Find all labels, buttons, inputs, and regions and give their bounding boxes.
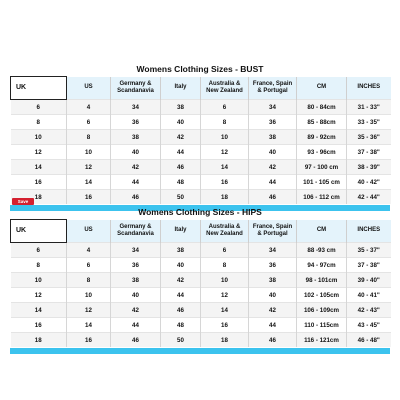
table-cell: 40 - 41"	[347, 288, 391, 303]
table-row	[11, 100, 391, 115]
table-cell: 44	[161, 145, 201, 160]
table-cell: 36	[111, 258, 161, 273]
column-header-inches: INCHES	[347, 220, 391, 243]
table-cell: 8	[67, 273, 111, 288]
table-row	[11, 190, 391, 205]
table-cell: 42	[249, 303, 297, 318]
table-cell: 4	[67, 100, 111, 115]
table-cell: 46	[161, 303, 201, 318]
table-cell: 6	[201, 243, 249, 258]
hips-size-table	[10, 219, 391, 347]
table-cell: 18	[201, 333, 249, 348]
table-cell: 38	[249, 273, 297, 288]
table-cell: 89 - 92cm	[297, 130, 347, 145]
table-cell: 40	[249, 288, 297, 303]
table-row	[11, 303, 391, 318]
hips-table-body	[11, 243, 391, 348]
table-cell: 6	[11, 100, 67, 115]
table-cell: 18	[201, 190, 249, 205]
table-cell: 38	[249, 130, 297, 145]
table-cell: 106 - 109cm	[297, 303, 347, 318]
table-cell: 42	[161, 273, 201, 288]
table-cell: 116 - 121cm	[297, 333, 347, 348]
table-cell: 16	[201, 318, 249, 333]
table-cell: 46	[249, 190, 297, 205]
table-cell: 42 - 43"	[347, 303, 391, 318]
table-cell: 4	[67, 243, 111, 258]
table-cell: 50	[161, 190, 201, 205]
hips-table-accent-strip	[10, 348, 390, 354]
table-cell: 8	[11, 258, 67, 273]
table-cell: 14	[67, 318, 111, 333]
table-cell: 38	[161, 243, 201, 258]
table-cell: 6	[67, 115, 111, 130]
table-row	[11, 273, 391, 288]
column-header-france-spain-portugal: France, Spain & Portugal	[249, 77, 297, 100]
table-cell: 18	[11, 333, 67, 348]
table-cell: 14	[201, 160, 249, 175]
table-cell: 35 - 36"	[347, 130, 391, 145]
table-cell: 39 - 40"	[347, 273, 391, 288]
table-cell: 44	[249, 318, 297, 333]
table-cell: 46	[161, 160, 201, 175]
table-cell: 42	[111, 303, 161, 318]
table-cell: 48	[161, 318, 201, 333]
table-cell: 18	[11, 190, 67, 205]
table-cell: 35 - 37"	[347, 243, 391, 258]
table-cell: 40	[111, 145, 161, 160]
table-cell: 44	[111, 175, 161, 190]
table-cell: 34	[249, 243, 297, 258]
table-cell: 34	[111, 100, 161, 115]
table-cell: 40	[161, 258, 201, 273]
table-cell: 102 - 105cm	[297, 288, 347, 303]
table-cell: 36	[249, 115, 297, 130]
table-cell: 10	[201, 273, 249, 288]
table-cell: 80 - 84cm	[297, 100, 347, 115]
hips-size-chart	[10, 205, 390, 354]
column-header-france-spain-portugal: France, Spain & Portugal	[249, 220, 297, 243]
table-cell: 44	[111, 318, 161, 333]
table-cell: 93 - 96cm	[297, 145, 347, 160]
table-cell: 16	[11, 175, 67, 190]
table-cell: 37 - 38"	[347, 258, 391, 273]
table-cell: 34	[111, 243, 161, 258]
table-cell: 14	[11, 303, 67, 318]
bust-size-table	[10, 76, 391, 204]
table-row	[11, 145, 391, 160]
table-cell: 31 - 33"	[347, 100, 391, 115]
table-cell: 12	[67, 160, 111, 175]
save-button[interactable]: Save	[12, 198, 34, 205]
table-cell: 6	[11, 243, 67, 258]
table-cell: 16	[11, 318, 67, 333]
table-cell: 8	[11, 115, 67, 130]
table-cell: 12	[201, 145, 249, 160]
hips-chart-title: Womens Clothing Sizes - HIPS	[138, 207, 262, 217]
table-cell: 46	[111, 190, 161, 205]
hips-header-row	[11, 220, 391, 243]
table-cell: 48	[161, 175, 201, 190]
table-cell: 43 - 45"	[347, 318, 391, 333]
table-cell: 85 - 88cm	[297, 115, 347, 130]
table-row	[11, 333, 391, 348]
table-cell: 8	[67, 130, 111, 145]
table-cell: 10	[67, 145, 111, 160]
table-cell: 97 - 100 cm	[297, 160, 347, 175]
table-cell: 37 - 38"	[347, 145, 391, 160]
table-cell: 6	[67, 258, 111, 273]
table-cell: 40	[249, 145, 297, 160]
bust-chart-title: Womens Clothing Sizes - BUST	[136, 64, 264, 74]
table-row	[11, 243, 391, 258]
table-cell: 42 - 44"	[347, 190, 391, 205]
column-header-australia-nz: Australia & New Zealand	[201, 220, 249, 243]
table-cell: 40 - 42"	[347, 175, 391, 190]
table-row	[11, 160, 391, 175]
table-cell: 106 - 112 cm	[297, 190, 347, 205]
table-cell: 38	[111, 130, 161, 145]
column-header-germany-scandanavia: Germany & Scandanavia	[111, 77, 161, 100]
column-header-uk: UK	[11, 77, 67, 100]
table-cell: 33 - 35"	[347, 115, 391, 130]
table-cell: 10	[67, 288, 111, 303]
table-cell: 94 - 97cm	[297, 258, 347, 273]
table-cell: 40	[161, 115, 201, 130]
table-cell: 42	[161, 130, 201, 145]
table-cell: 88 -93 cm	[297, 243, 347, 258]
table-cell: 110 - 115cm	[297, 318, 347, 333]
table-cell: 44	[161, 288, 201, 303]
table-row	[11, 175, 391, 190]
table-cell: 12	[67, 303, 111, 318]
table-cell: 46	[249, 333, 297, 348]
column-header-italy: Italy	[161, 77, 201, 100]
table-cell: 6	[201, 100, 249, 115]
table-cell: 10	[11, 273, 67, 288]
table-cell: 38	[111, 273, 161, 288]
table-cell: 50	[161, 333, 201, 348]
table-cell: 42	[249, 160, 297, 175]
table-cell: 16	[67, 190, 111, 205]
column-header-italy: Italy	[161, 220, 201, 243]
table-row	[11, 258, 391, 273]
table-cell: 12	[11, 288, 67, 303]
table-cell: 46 - 48"	[347, 333, 391, 348]
column-header-uk: UK	[11, 220, 67, 243]
table-cell: 36	[111, 115, 161, 130]
table-cell: 14	[201, 303, 249, 318]
table-row	[11, 288, 391, 303]
table-cell: 98 - 101cm	[297, 273, 347, 288]
column-header-australia-nz: Australia & New Zealand	[201, 77, 249, 100]
table-cell: 16	[201, 175, 249, 190]
column-header-germany-scandanavia: Germany & Scandanavia	[111, 220, 161, 243]
bust-header-row	[11, 77, 391, 100]
column-header-inches: INCHES	[347, 77, 391, 100]
table-cell: 42	[111, 160, 161, 175]
table-row	[11, 130, 391, 145]
column-header-us: US	[67, 77, 111, 100]
table-cell: 10	[11, 130, 67, 145]
table-row	[11, 115, 391, 130]
table-cell: 40	[111, 288, 161, 303]
bust-size-chart	[10, 62, 390, 211]
table-cell: 14	[11, 160, 67, 175]
table-row	[11, 318, 391, 333]
table-cell: 34	[249, 100, 297, 115]
table-cell: 46	[111, 333, 161, 348]
table-cell: 14	[67, 175, 111, 190]
table-cell: 44	[249, 175, 297, 190]
table-cell: 38	[161, 100, 201, 115]
table-cell: 8	[201, 258, 249, 273]
table-cell: 12	[201, 288, 249, 303]
table-cell: 16	[67, 333, 111, 348]
bust-table-body	[11, 100, 391, 205]
table-cell: 36	[249, 258, 297, 273]
column-header-cm: CM	[297, 77, 347, 100]
table-cell: 8	[201, 115, 249, 130]
column-header-us: US	[67, 220, 111, 243]
table-cell: 38 - 39"	[347, 160, 391, 175]
table-cell: 12	[11, 145, 67, 160]
table-cell: 101 - 105 cm	[297, 175, 347, 190]
column-header-cm: CM	[297, 220, 347, 243]
table-cell: 10	[201, 130, 249, 145]
